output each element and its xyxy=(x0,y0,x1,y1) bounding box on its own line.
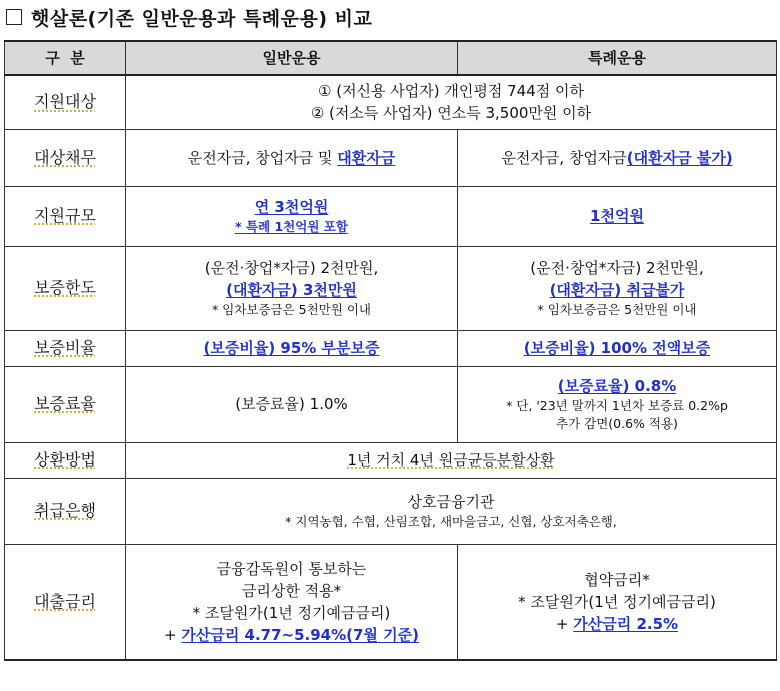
scale-special-main: 1천억원 xyxy=(590,207,644,225)
limit-general xyxy=(126,246,458,330)
row-label: 보증료율 xyxy=(5,366,126,442)
limit-special-line-1: (운전·창업*자금) 2천만원, xyxy=(530,259,704,277)
table-row xyxy=(5,75,777,129)
scale-general-note: * 특례 1천억원 포함 xyxy=(235,219,348,234)
rate-general-highlight: 가산금리 4.77~5.94%(7월 기준) xyxy=(181,625,419,644)
rate-special-line-1: 협약금리* xyxy=(584,570,650,589)
table-row xyxy=(5,442,777,478)
header-special: 특례운용 xyxy=(458,41,777,75)
rate-general-line-1: 금융감독원이 통보하는 xyxy=(216,559,367,578)
fee-special-note-1: * 단, '23년 말까지 1년차 보증료 0.2%p xyxy=(506,398,728,413)
comparison-table xyxy=(4,40,777,661)
fee-special-main: (보증료율) 0.8% xyxy=(557,377,677,395)
row-label: 취급은행 xyxy=(5,478,126,544)
rate-general: 금융감독원이 통보하는 금리상한 적용* * 조달원가(1년 정기예금금리) + 가산금리 4.77~5.94%(7월 기준) xyxy=(126,544,458,660)
debt-general: 운전자금, 창업자금 및 대환자금 xyxy=(126,129,458,186)
limit-general-line-1: (운전·창업*자금) 2천만원, xyxy=(204,259,379,277)
table-row xyxy=(5,478,777,544)
table-header-row xyxy=(5,41,777,75)
row-label: 지원규모 xyxy=(5,186,126,246)
debt-special-highlight: (대환자금 불가) xyxy=(626,148,733,167)
rate-special-line-2: * 조달원가(1년 정기예금금리) xyxy=(518,592,716,611)
limit-special-note: * 임차보증금은 5천만원 이내 xyxy=(537,302,697,317)
fee-general: (보증료율) 1.0% xyxy=(126,366,458,442)
row-label: 보증한도 xyxy=(5,246,126,330)
debt-general-highlight: 대환자금 xyxy=(337,148,396,167)
table-row xyxy=(5,186,777,246)
rate-general-line-3: * 조달원가(1년 정기예금금리) xyxy=(192,603,391,622)
repay-text: 1년 거치 4년 원금균등분할상환 xyxy=(347,451,555,469)
document-title xyxy=(6,2,372,32)
table-row xyxy=(5,366,777,442)
row-label: 보증비율 xyxy=(5,330,126,366)
bank-note: * 지역농협, 수협, 산림조합, 새마을금고, 신협, 상호저축은행, xyxy=(285,514,617,529)
checkbox-square-icon xyxy=(6,9,22,25)
row-label: 대출금리 xyxy=(5,544,126,660)
target-line-2: ② (저소득 사업자) 연소득 3,500만원 이하 xyxy=(310,104,592,123)
table-row xyxy=(5,246,777,330)
ratio-general xyxy=(126,330,458,366)
fee-special xyxy=(458,366,777,442)
limit-special-line-2: (대환자금) 취급불가 xyxy=(549,281,685,299)
row-label: 상환방법 xyxy=(5,442,126,478)
debt-special: 운전자금, 창업자금(대환자금 불가) xyxy=(458,129,777,186)
repay-cell xyxy=(126,442,777,478)
ratio-special-text: (보증비율) 100% 전액보증 xyxy=(523,339,711,357)
table-row xyxy=(5,330,777,366)
ratio-general-text: (보증비율) 95% 부분보증 xyxy=(203,339,380,357)
ratio-special xyxy=(458,330,777,366)
target-cell xyxy=(126,75,777,129)
limit-special xyxy=(458,246,777,330)
table-row xyxy=(5,544,777,660)
table-row xyxy=(5,129,777,186)
rate-special: 협약금리* * 조달원가(1년 정기예금금리) + 가산금리 2.5% xyxy=(458,544,777,660)
target-line-1: ① (저신용 사업자) 개인평점 744점 이하 xyxy=(318,82,584,101)
rate-special-highlight: 가산금리 2.5% xyxy=(573,614,679,633)
row-label: 대상채무 xyxy=(5,129,126,186)
scale-general-main: 연 3천억원 xyxy=(254,198,329,216)
limit-general-note: * 임차보증금은 5천만원 이내 xyxy=(212,302,371,317)
header-category: 구 분 xyxy=(5,41,126,75)
bank-main: 상호금융기관 xyxy=(407,493,495,511)
row-label: 지원대상 xyxy=(5,75,126,129)
rate-general-line-2: 금리상한 적용* xyxy=(241,581,342,600)
bank-cell xyxy=(126,478,777,544)
scale-special xyxy=(458,186,777,246)
scale-general xyxy=(126,186,458,246)
fee-special-note-2: 추가 감면(0.6% 적용) xyxy=(556,416,678,431)
title-text: 햇살론(기존 일반운용과 특례운용) 비교 xyxy=(31,7,373,30)
limit-general-line-2: (대환자금) 3천만원 xyxy=(226,281,357,299)
header-general: 일반운용 xyxy=(126,41,458,75)
